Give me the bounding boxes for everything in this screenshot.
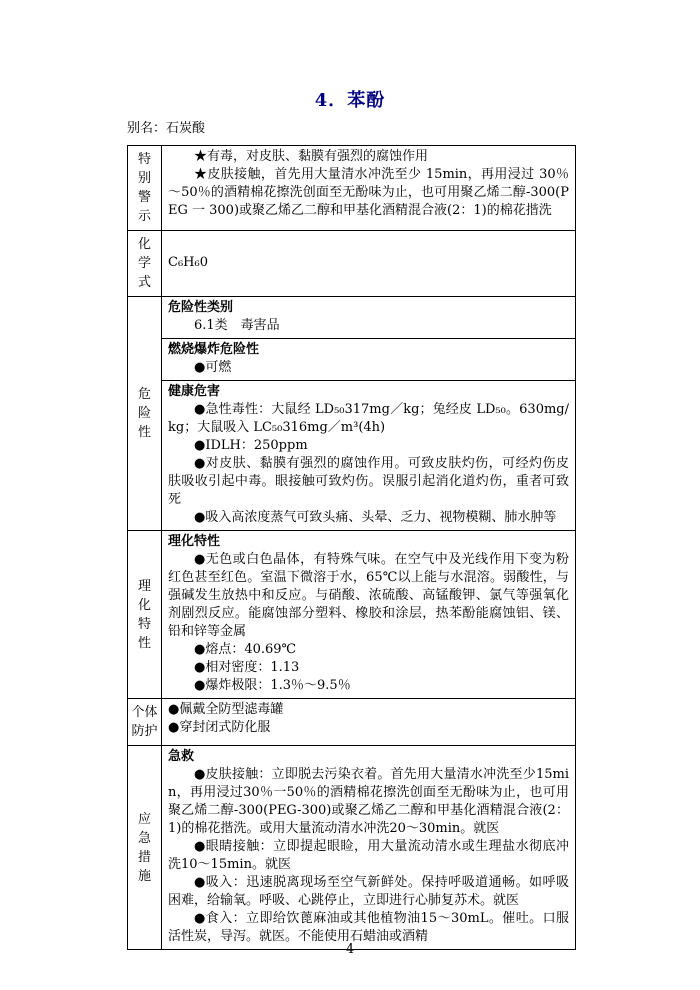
paragraph: ●熔点：40.69℃ — [194, 642, 297, 657]
page-title: 4．苯酚 — [314, 90, 386, 111]
table-row — [128, 746, 575, 949]
row-label-line: 性 — [137, 425, 151, 440]
paragraph: ●皮肤接触：立即脱去污染衣着。首先用大量清水冲洗至少15min，再用浸过30％一50％的酒精棉花擦洗创面至无酚味为止，也可用聚乙烯二醇-300(PEG-300)或聚乙烯乙二醇和甲基化酒精混合液(2：1)的棉花揩洗。或用大量流动清水冲洗20～30min。就医 — [168, 767, 569, 836]
content-section — [162, 297, 575, 339]
content-section — [162, 339, 575, 381]
row-label-line: 危 — [137, 387, 151, 402]
row-label-line: 特 — [137, 616, 151, 632]
paragraph: ●吸入高浓度蒸气可致头痛、头晕、乏力、视物模糊、肺水肿等 — [194, 510, 557, 525]
content-section — [162, 252, 575, 275]
content-section — [162, 146, 575, 223]
table-row — [128, 699, 575, 746]
paragraph: ●穿封闭式防化服 — [168, 720, 271, 735]
row-label-line: 特 — [137, 152, 151, 167]
row-label — [128, 146, 162, 230]
row-content — [162, 146, 575, 230]
paragraph: ●无色或白色晶体，有特殊气味。在空气中及光线作用下变为粉红色甚至红色。室温下微溶于水，65℃以上能与水混溶。弱酸性，与强碱发生放热中和反应。与硝酸、浓硫酸、高锰酸钾、氯气等强氧化剂剧烈反应。能腐蚀部分塑料、橡胶和涂层，热苯酚能腐蚀铝、镁、铅和锌等金属 — [168, 552, 569, 639]
row-content — [162, 531, 575, 698]
table-row — [128, 231, 575, 297]
paragraph: ●相对密度：1.13 — [194, 660, 300, 675]
row-label-line: 防护 — [131, 724, 158, 739]
paragraph: ●IDLH：250ppm — [194, 438, 308, 453]
content-section — [162, 531, 575, 698]
table-row — [128, 531, 575, 699]
section-heading: 燃烧爆炸危险性 — [168, 342, 260, 357]
content-section — [162, 381, 575, 530]
row-content — [162, 699, 575, 745]
row-label-line: 个体 — [131, 705, 158, 720]
msds-table — [127, 145, 576, 950]
paragraph: ●吸入：迅速脱离现场至空气新鲜处。保持呼吸道通畅。如呼吸困难，给输氧。呼吸、心跳停止，立即进行心肺复苏术。就医 — [168, 875, 569, 908]
row-label-line: 化 — [137, 237, 151, 252]
row-label — [128, 746, 162, 949]
row-label — [128, 231, 162, 296]
paragraph: ●急性毒性：大鼠经 LD₅₀317mg／kg；兔经皮 LD₅₀。630mg/kg；大鼠吸入 LC₅₀316mg／m³(4h) — [168, 402, 569, 435]
paragraph: 6.1类 毒害品 — [194, 318, 280, 333]
row-content — [162, 297, 575, 530]
row-content — [162, 231, 575, 296]
paragraph: ●食入：立即给饮蓖麻油或其他植物油15～30mL。催吐。口服活性炭，导泻。就医。不能使用石蜡油或酒精 — [168, 911, 569, 944]
content-section — [162, 699, 575, 740]
row-label — [128, 531, 162, 698]
paragraph: ★有毒，对皮肤、黏膜有强烈的腐蚀作用 — [194, 149, 429, 164]
row-label-line: 式 — [137, 275, 151, 290]
row-label-line: 性 — [137, 635, 151, 651]
table-row — [128, 297, 575, 531]
row-label-line: 急 — [137, 830, 151, 846]
row-label-line: 应 — [137, 811, 151, 827]
row-label-line: 险 — [137, 406, 151, 421]
section-heading: 健康危害 — [168, 384, 221, 399]
row-content — [162, 746, 575, 949]
content-section — [162, 746, 575, 949]
paragraph: ●爆炸极限：1.3％～9.5％ — [194, 678, 351, 693]
alias-line: 别名：石炭酸 — [127, 121, 206, 136]
paragraph: C₆H₆0 — [168, 255, 208, 270]
paragraph: ●可燃 — [194, 360, 232, 375]
row-label-line: 示 — [137, 209, 151, 224]
row-label-line: 别 — [137, 171, 151, 186]
section-heading: 理化特性 — [168, 534, 221, 549]
row-label-line: 学 — [137, 256, 151, 271]
row-label-line: 理 — [137, 578, 151, 594]
row-label — [128, 699, 162, 745]
row-label — [128, 297, 162, 530]
table-row — [128, 146, 575, 231]
paragraph: ★皮肤接触，首先用大量清水冲洗至少 15min，再用浸过 30％～50％的酒精棉花擦洗创面至无酚味为止，也可用聚乙烯二醇-300(PEG 一 300)或聚乙烯乙二醇和甲基化酒精混合液(2：1)的棉花揩洗 — [168, 167, 569, 218]
page-number: 4 — [345, 942, 355, 957]
paragraph: ●眼睛接触：立即提起眼睑，用大量流动清水或生理盐水彻底冲洗10～15min。就医 — [168, 839, 569, 872]
row-label-line: 化 — [137, 597, 151, 613]
row-label-line: 措 — [137, 849, 151, 865]
section-heading: 急救 — [168, 749, 195, 764]
row-label-line: 警 — [137, 190, 151, 205]
paragraph: ●对皮肤、黏膜有强烈的腐蚀作用。可致皮肤灼伤，可经灼伤皮肤吸收引起中毒。眼接触可致灼伤。误服引起消化道灼伤，重者可致死 — [168, 456, 569, 507]
section-heading: 危险性类别 — [168, 300, 234, 315]
paragraph: ●佩戴全防型滤毒罐 — [168, 702, 284, 717]
row-label-line: 施 — [137, 868, 151, 884]
